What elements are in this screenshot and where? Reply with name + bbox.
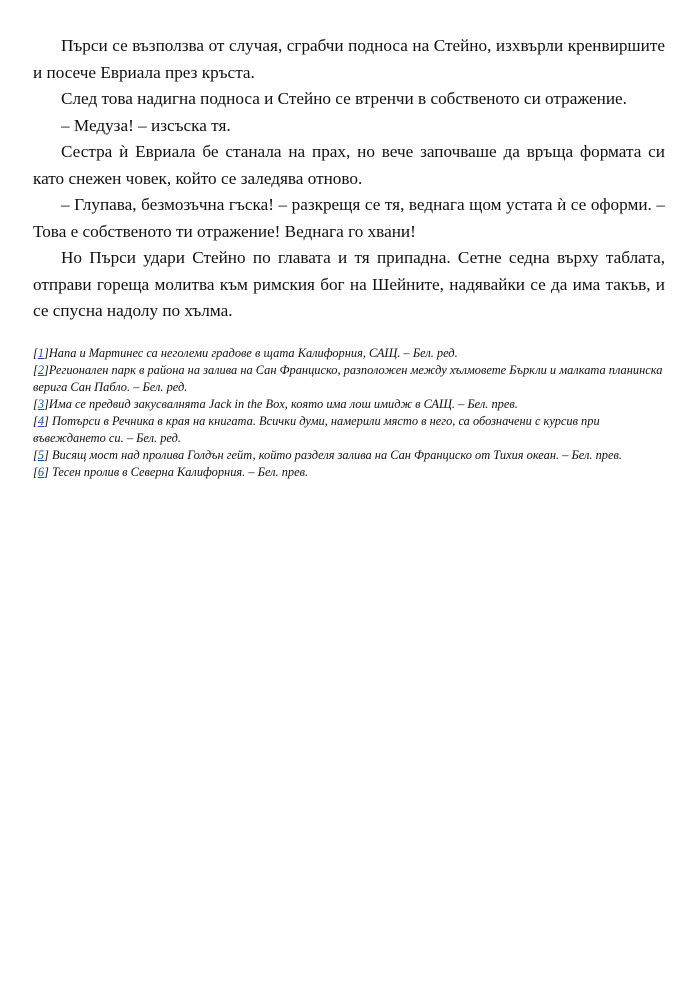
footnote-bracket-close: ] xyxy=(44,362,49,377)
paragraph: Сестра ѝ Евриала бе станала на прах, но вече започваше да връща формата си като снежен човек, който се заледява отново. xyxy=(33,142,665,188)
footnote-bracket-open: [ xyxy=(33,345,38,360)
paragraph: – Медуза! – изсъска тя. xyxy=(61,115,231,135)
footnote-bracket-open: [ xyxy=(33,413,38,428)
document-page xyxy=(33,33,665,481)
footnote-text: Напа и Мартинес са неголеми градове в щата Калифорния, САЩ. – Бел. ред. xyxy=(48,345,458,360)
paragraph: Пърси се възползва от случая, сграбчи подноса на Стейно, изхвърли кренвиршите и посече Евриала през кръста. xyxy=(33,36,665,82)
footnotes xyxy=(33,345,665,481)
paragraph: След това надигна подноса и Стейно се втренчи в собственото си отражение. xyxy=(61,89,627,108)
footnote-link-3[interactable]: 3 xyxy=(37,396,45,411)
footnote-text: Висящ мост над пролива Голдън гейт, който разделя залива на Сан Франциско от Тихия океан. – Бел. прев. xyxy=(51,447,622,462)
footnote xyxy=(33,362,665,396)
footnote xyxy=(33,345,665,362)
footnote-text: Тесен пролив в Северна Калифорния. – Бел. прев. xyxy=(51,464,309,479)
footnote xyxy=(33,413,665,447)
footnote-link-5[interactable]: 5 xyxy=(37,447,45,462)
footnote-bracket-close: ] xyxy=(44,413,52,428)
footnote xyxy=(33,464,665,481)
footnote-link-2[interactable]: 2 xyxy=(37,362,45,377)
footnote-bracket-open: [ xyxy=(33,396,38,411)
footnote-link-6[interactable]: 6 xyxy=(37,464,45,479)
footnote-bracket-close: ] xyxy=(44,345,49,360)
footnote-link-1[interactable]: 1 xyxy=(37,345,45,360)
footnote xyxy=(33,396,665,413)
footnote-text: Има се предвид закусвалнята Jack in the Box, която има лош имидж в САЩ. – Бел. прев. xyxy=(48,396,518,411)
footnote-bracket-open: [ xyxy=(33,464,38,479)
paragraph: – Глупава, безмозъчна гъска! – разкрещя се тя, веднага щом устата ѝ се оформи. – Това е собственото ти отражение! Веднага го хвани! xyxy=(33,195,665,241)
main-text xyxy=(33,33,665,325)
footnote-bracket-close: ] xyxy=(44,396,49,411)
footnote-bracket-open: [ xyxy=(33,362,38,377)
footnote-text: Потърси в Речника в края на книгата. Всички думи, намерили място в него, са обозначени с курсив при въвеждането си. – Бел. ред. xyxy=(33,413,600,445)
footnote-text: Регионален парк в района на залива на Сан Франциско, разположен между хълмовете Бъркли и малката планинска верига Сан Пабло. – Бел. ред. xyxy=(33,362,663,394)
footnote-link-4[interactable]: 4 xyxy=(37,413,45,428)
paragraph: Но Пърси удари Стейно по главата и тя припадна. Сетне седна върху таблата, отправи гореща молитва към римския бог на Шейните, надявайки се да има такъв, и се спусна надолу по хълма. xyxy=(33,248,665,320)
footnote-bracket-close: ] xyxy=(44,464,52,479)
footnote-bracket-close: ] xyxy=(44,447,52,462)
footnote-bracket-open: [ xyxy=(33,447,38,462)
footnote xyxy=(33,447,665,464)
